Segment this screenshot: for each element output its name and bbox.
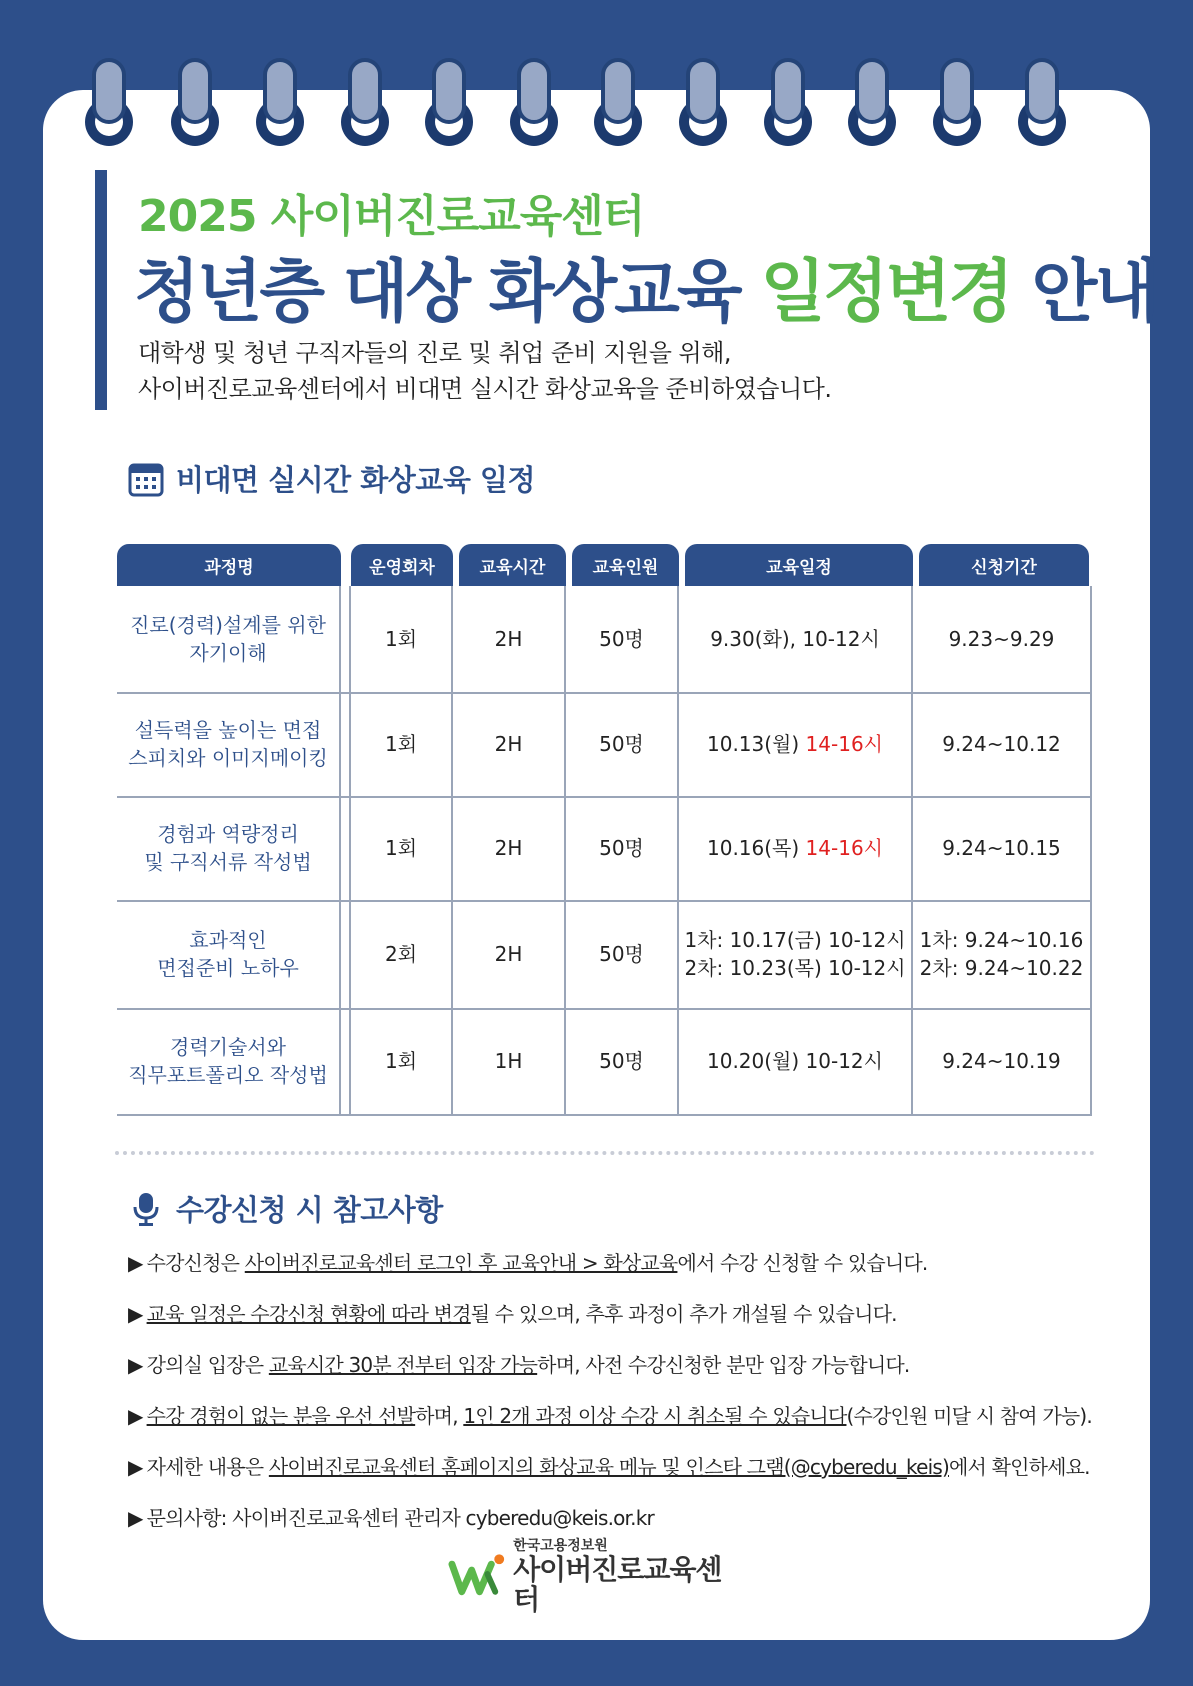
course-name-line: 설득력을 높이는 면접 (134, 718, 322, 742)
col-header-hours: 교육시간 (459, 544, 566, 586)
course-name-line: 직무포트폴리오 작성법 (128, 1063, 328, 1087)
course-name (117, 692, 341, 796)
apply-cell (913, 586, 1092, 692)
date-cell (679, 586, 913, 692)
apply-period: 9.24~10.15 (942, 836, 1061, 860)
date-value: 10.20(월) 10-12시 (707, 1049, 883, 1073)
apply-period-2: 2차: 9.24~10.22 (919, 956, 1084, 980)
col-header-date: 교육일정 (685, 544, 913, 586)
note-underlined: 사이버진로교육센터 로그인 후 교육안내 > 화상교육 (244, 1251, 678, 1275)
page-title: 청년층 대상 화상교육 일정변경 안내 (134, 253, 1158, 332)
apply-cell (913, 692, 1092, 796)
table-row (117, 586, 1092, 694)
course-name-line: 및 구직서류 작성법 (144, 850, 312, 874)
date-changed-time: 14-16시 (805, 732, 883, 756)
date-value: 9.30(화), 10-12시 (710, 627, 880, 651)
arrow-icon: ▶ (128, 1251, 143, 1275)
sessions-cell (351, 692, 453, 796)
course-name (117, 900, 341, 1008)
date-value: 10.13(월) (707, 732, 806, 756)
course-name-line: 진로(경력)설계를 위한 (130, 613, 326, 637)
date-cell (679, 1008, 913, 1114)
apply-period: 1차: 9.24~10.16 (919, 928, 1084, 952)
sessions-value: 2회 (384, 942, 418, 966)
binder-ring (263, 58, 297, 138)
course-name (117, 1008, 341, 1114)
binder-ring (178, 58, 212, 138)
course-name-line: 효과적인 (189, 928, 267, 952)
date-value: 10.16(목) (707, 836, 806, 860)
sessions-value: 1회 (384, 1049, 418, 1073)
spiral-binding (0, 42, 1193, 142)
binder-ring (432, 58, 466, 138)
capacity-cell (566, 900, 679, 1008)
binder-ring (1025, 58, 1059, 138)
date-cell (679, 692, 913, 796)
note-text: 수강신청은 (146, 1251, 245, 1275)
apply-cell (913, 1008, 1092, 1114)
apply-cell (913, 900, 1092, 1008)
date-cell (679, 900, 913, 1008)
col-header-sessions: 운영회차 (351, 544, 453, 586)
hours-cell (453, 586, 566, 692)
note-underlined: 수강 경험이 없는 분을 우선 선발 (146, 1404, 416, 1428)
arrow-icon: ▶ (128, 1455, 143, 1479)
date-cell (679, 796, 913, 900)
calendar-icon (128, 461, 164, 497)
keis-logo-mark (448, 1552, 507, 1598)
hours-cell (453, 1008, 566, 1114)
capacity-cell (566, 796, 679, 900)
subtitle: 2025 사이버진로교육센터 (138, 191, 645, 242)
arrow-icon: ▶ (128, 1506, 143, 1530)
note-item (128, 1451, 1090, 1480)
note-text: 자세한 내용은 (146, 1455, 269, 1479)
course-name-line: 경력기술서와 (170, 1035, 286, 1059)
sessions-cell (351, 900, 453, 1008)
binder-ring (601, 58, 635, 138)
course-name-line: 면접준비 노하우 (157, 956, 299, 980)
table-row (117, 1008, 1092, 1116)
capacity-value: 50명 (599, 836, 644, 860)
note-text: (수강인원 미달 시 참여 가능). (846, 1404, 1092, 1428)
hours-cell (453, 692, 566, 796)
note-item (128, 1349, 909, 1378)
arrow-icon: ▶ (128, 1302, 143, 1326)
date-value-2: 2차: 10.23(목) 10-12시 (684, 956, 906, 980)
note-text: 강의실 입장은 (146, 1353, 269, 1377)
logo-org: 한국고용정보원 (513, 1538, 608, 1554)
apply-period: 9.24~10.19 (942, 1049, 1061, 1073)
hours-value: 2H (494, 627, 523, 651)
binder-ring (348, 58, 382, 138)
sessions-cell (351, 1008, 453, 1114)
course-name (117, 586, 341, 692)
sessions-value: 1회 (384, 836, 418, 860)
sessions-cell (351, 586, 453, 692)
sessions-value: 1회 (384, 627, 418, 651)
capacity-cell (566, 586, 679, 692)
hours-cell (453, 900, 566, 1008)
hours-value: 2H (494, 732, 523, 756)
microphone-icon (128, 1191, 164, 1227)
capacity-value: 50명 (599, 942, 644, 966)
course-name-line: 스피치와 이미지메이킹 (128, 746, 328, 770)
arrow-icon: ▶ (128, 1353, 143, 1377)
binder-ring (686, 58, 720, 138)
date-changed-time: 14-16시 (805, 836, 883, 860)
apply-period: 9.24~10.12 (942, 732, 1061, 756)
col-header-course: 과정명 (117, 544, 341, 586)
sessions-cell (351, 796, 453, 900)
capacity-cell (566, 692, 679, 796)
arrow-icon: ▶ (128, 1404, 143, 1428)
note-underlined: 1인 2개 과정 이상 수강 시 취소될 수 있습니다 (463, 1404, 847, 1428)
hours-value: 2H (494, 836, 523, 860)
intro-line-1: 대학생 및 청년 구직자들의 진로 및 취업 준비 지원을 위해, (138, 339, 732, 367)
note-item (128, 1502, 654, 1531)
contact-text: 문의사항: 사이버진로교육센터 관리자 cyberedu@keis.or.kr (146, 1506, 654, 1530)
apply-period: 9.23~9.29 (948, 627, 1055, 651)
note-text: 하며, 사전 수강신청한 분만 입장 가능합니다. (537, 1353, 910, 1377)
hours-value: 2H (494, 942, 523, 966)
intro-text (138, 335, 831, 407)
course-name (117, 796, 341, 900)
note-item (128, 1400, 1092, 1429)
col-header-apply: 신청기간 (919, 544, 1089, 586)
col-header-capacity: 교육인원 (572, 544, 679, 586)
note-text: 하며, (415, 1404, 464, 1428)
intro-line-2: 사이버진로교육센터에서 비대면 실시간 화상교육을 준비하였습니다. (138, 375, 832, 403)
note-text: 될 수 있으며, 추후 과정이 추가 개설될 수 있습니다. (470, 1302, 897, 1326)
hours-cell (453, 796, 566, 900)
binder-ring (92, 58, 126, 138)
sessions-value: 1회 (384, 732, 418, 756)
title-accent-bar (95, 170, 107, 410)
capacity-cell (566, 1008, 679, 1114)
notes-title-text: 수강신청 시 참고사항 (176, 1193, 443, 1227)
schedule-section-title (128, 458, 535, 499)
notes-section-title (128, 1188, 443, 1229)
binder-ring (771, 58, 805, 138)
hours-value: 1H (494, 1049, 523, 1073)
apply-cell (913, 796, 1092, 900)
date-value: 1차: 10.17(금) 10-12시 (684, 928, 906, 952)
table-divider (349, 586, 351, 1114)
note-text: 에서 수강 신청할 수 있습니다. (677, 1251, 928, 1275)
capacity-value: 50명 (599, 627, 644, 651)
note-item (128, 1298, 897, 1327)
note-text: 에서 확인하세요. (948, 1455, 1090, 1479)
table-row (117, 900, 1092, 1010)
keis-logo (448, 1538, 744, 1616)
course-name-line: 경험과 역량정리 (157, 822, 299, 846)
table-row (117, 692, 1092, 798)
binder-ring (517, 58, 551, 138)
note-item (128, 1247, 927, 1276)
course-name-line: 자기이해 (189, 641, 267, 665)
note-underlined: 교육 일정은 수강신청 현황에 따라 변경 (146, 1302, 471, 1326)
capacity-value: 50명 (599, 1049, 644, 1073)
schedule-title-text: 비대면 실시간 화상교육 일정 (176, 463, 535, 497)
note-underlined: 사이버진로교육센터 홈페이지의 화상교육 메뉴 및 인스타 그램(@cyberedu_keis) (268, 1455, 949, 1479)
logo-name: 사이버진로교육센터 (513, 1553, 722, 1616)
note-underlined: 교육시간 30분 전부터 입장 가능 (268, 1353, 538, 1377)
table-row (117, 796, 1092, 902)
capacity-value: 50명 (599, 732, 644, 756)
binder-ring (940, 58, 974, 138)
binder-ring (855, 58, 889, 138)
dotted-divider (115, 1151, 1095, 1155)
